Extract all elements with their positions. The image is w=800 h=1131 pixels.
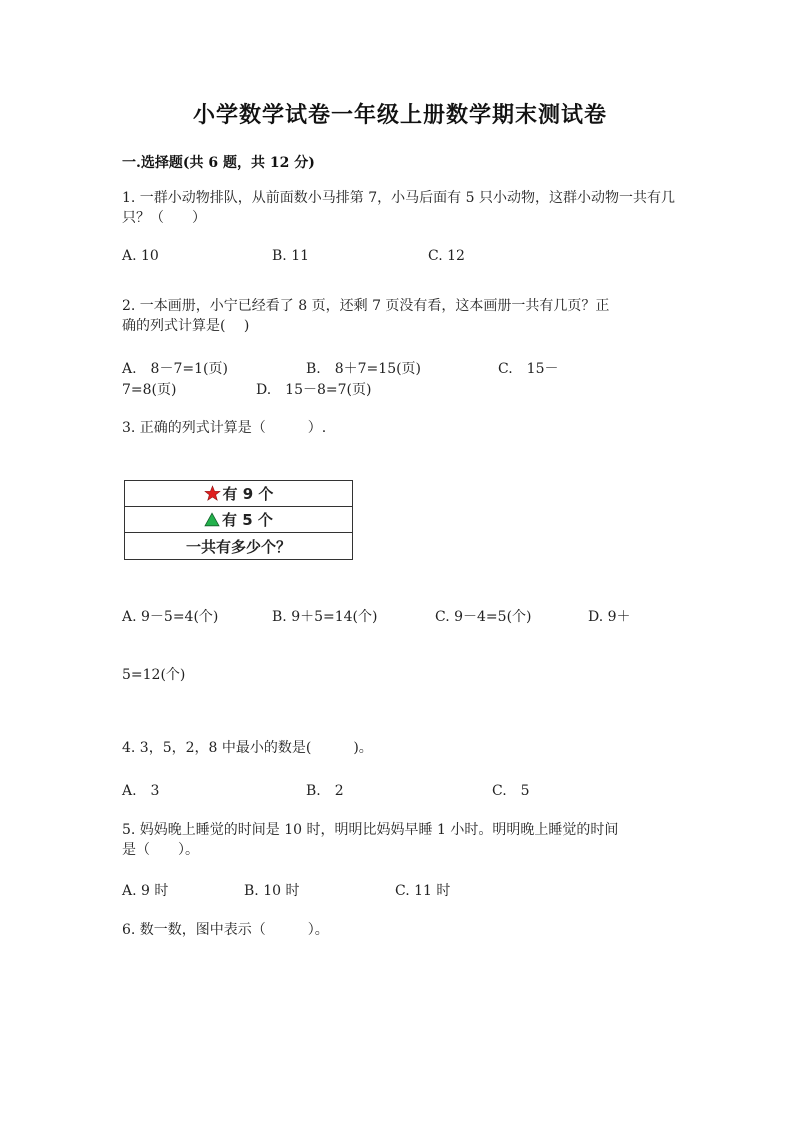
- question-2-option-c-continued[interactable]: 7=8(页): [122, 382, 177, 398]
- question-2-text-line1: 2. 一本画册，小宁已经看了 8 页，还剩 7 页没有看，这本画册一共有几页？正: [122, 298, 610, 314]
- question-3-option-d[interactable]: D. 9＋: [588, 609, 631, 625]
- question-1-text-line1: 1. 一群小动物排队，从前面数小马排第 7，小马后面有 5 只小动物，这群小动物一共有几: [122, 190, 675, 206]
- question-2-text-line2: 确的列式计算是( ): [122, 318, 250, 334]
- question-2-option-a[interactable]: A. 8－7=1(页): [122, 361, 228, 377]
- question-3-option-d-continued[interactable]: 5=12(个): [122, 667, 186, 683]
- star-icon: [204, 485, 221, 502]
- question-1-option-a[interactable]: A. 10: [122, 248, 159, 264]
- question-5-option-b[interactable]: B. 10 时: [244, 883, 300, 899]
- question-5-option-a[interactable]: A. 9 时: [122, 883, 169, 899]
- question-5-text-line2: 是（ ）。: [122, 842, 199, 858]
- section-heading: 一.选择题(共 6 题，共 12 分): [122, 155, 315, 171]
- question-4-text: 4. 3，5，2，8 中最小的数是( )。: [122, 740, 373, 756]
- page-title: 小学数学试卷一年级上册数学期末测试卷: [192, 102, 607, 128]
- question-5-option-c[interactable]: C. 11 时: [395, 883, 451, 899]
- question-5-text-line1: 5. 妈妈晚上睡觉的时间是 10 时，明明比妈妈早睡 1 小时。明明晚上睡觉的时间: [122, 822, 619, 838]
- question-3-figure-table: [124, 480, 353, 560]
- table-cell-text: 有 9 个: [222, 485, 274, 503]
- question-4-option-c[interactable]: C. 5: [492, 783, 530, 799]
- question-3-option-a[interactable]: A. 9－5=4(个): [122, 609, 219, 625]
- table-row-triangles: [125, 507, 352, 533]
- question-2-option-c[interactable]: C. 15－: [498, 361, 559, 377]
- question-1-text-line2: 只？（ ）: [122, 210, 206, 226]
- question-6-text: 6. 数一数，图中表示（ ）。: [122, 922, 329, 938]
- triangle-icon: [204, 512, 220, 527]
- table-cell-text: 一共有多少个？: [185, 537, 291, 556]
- question-1-option-b[interactable]: B. 11: [272, 248, 310, 264]
- question-3-option-b[interactable]: B. 9＋5=14(个): [272, 609, 378, 625]
- question-1-option-c[interactable]: C. 12: [428, 248, 465, 264]
- question-3-option-c[interactable]: C. 9－4=5(个): [435, 609, 532, 625]
- question-2-option-b[interactable]: B. 8＋7=15(页): [306, 361, 422, 377]
- question-4-option-a[interactable]: A. 3: [122, 783, 160, 799]
- table-cell-text: 有 5 个: [222, 511, 273, 529]
- question-4-option-b[interactable]: B. 2: [306, 783, 344, 799]
- question-2-option-d[interactable]: D. 15－8=7(页): [256, 382, 372, 398]
- question-3-text: 3. 正确的列式计算是（ ）.: [122, 420, 327, 436]
- table-row-question: [125, 533, 352, 559]
- table-row-stars: [125, 481, 352, 507]
